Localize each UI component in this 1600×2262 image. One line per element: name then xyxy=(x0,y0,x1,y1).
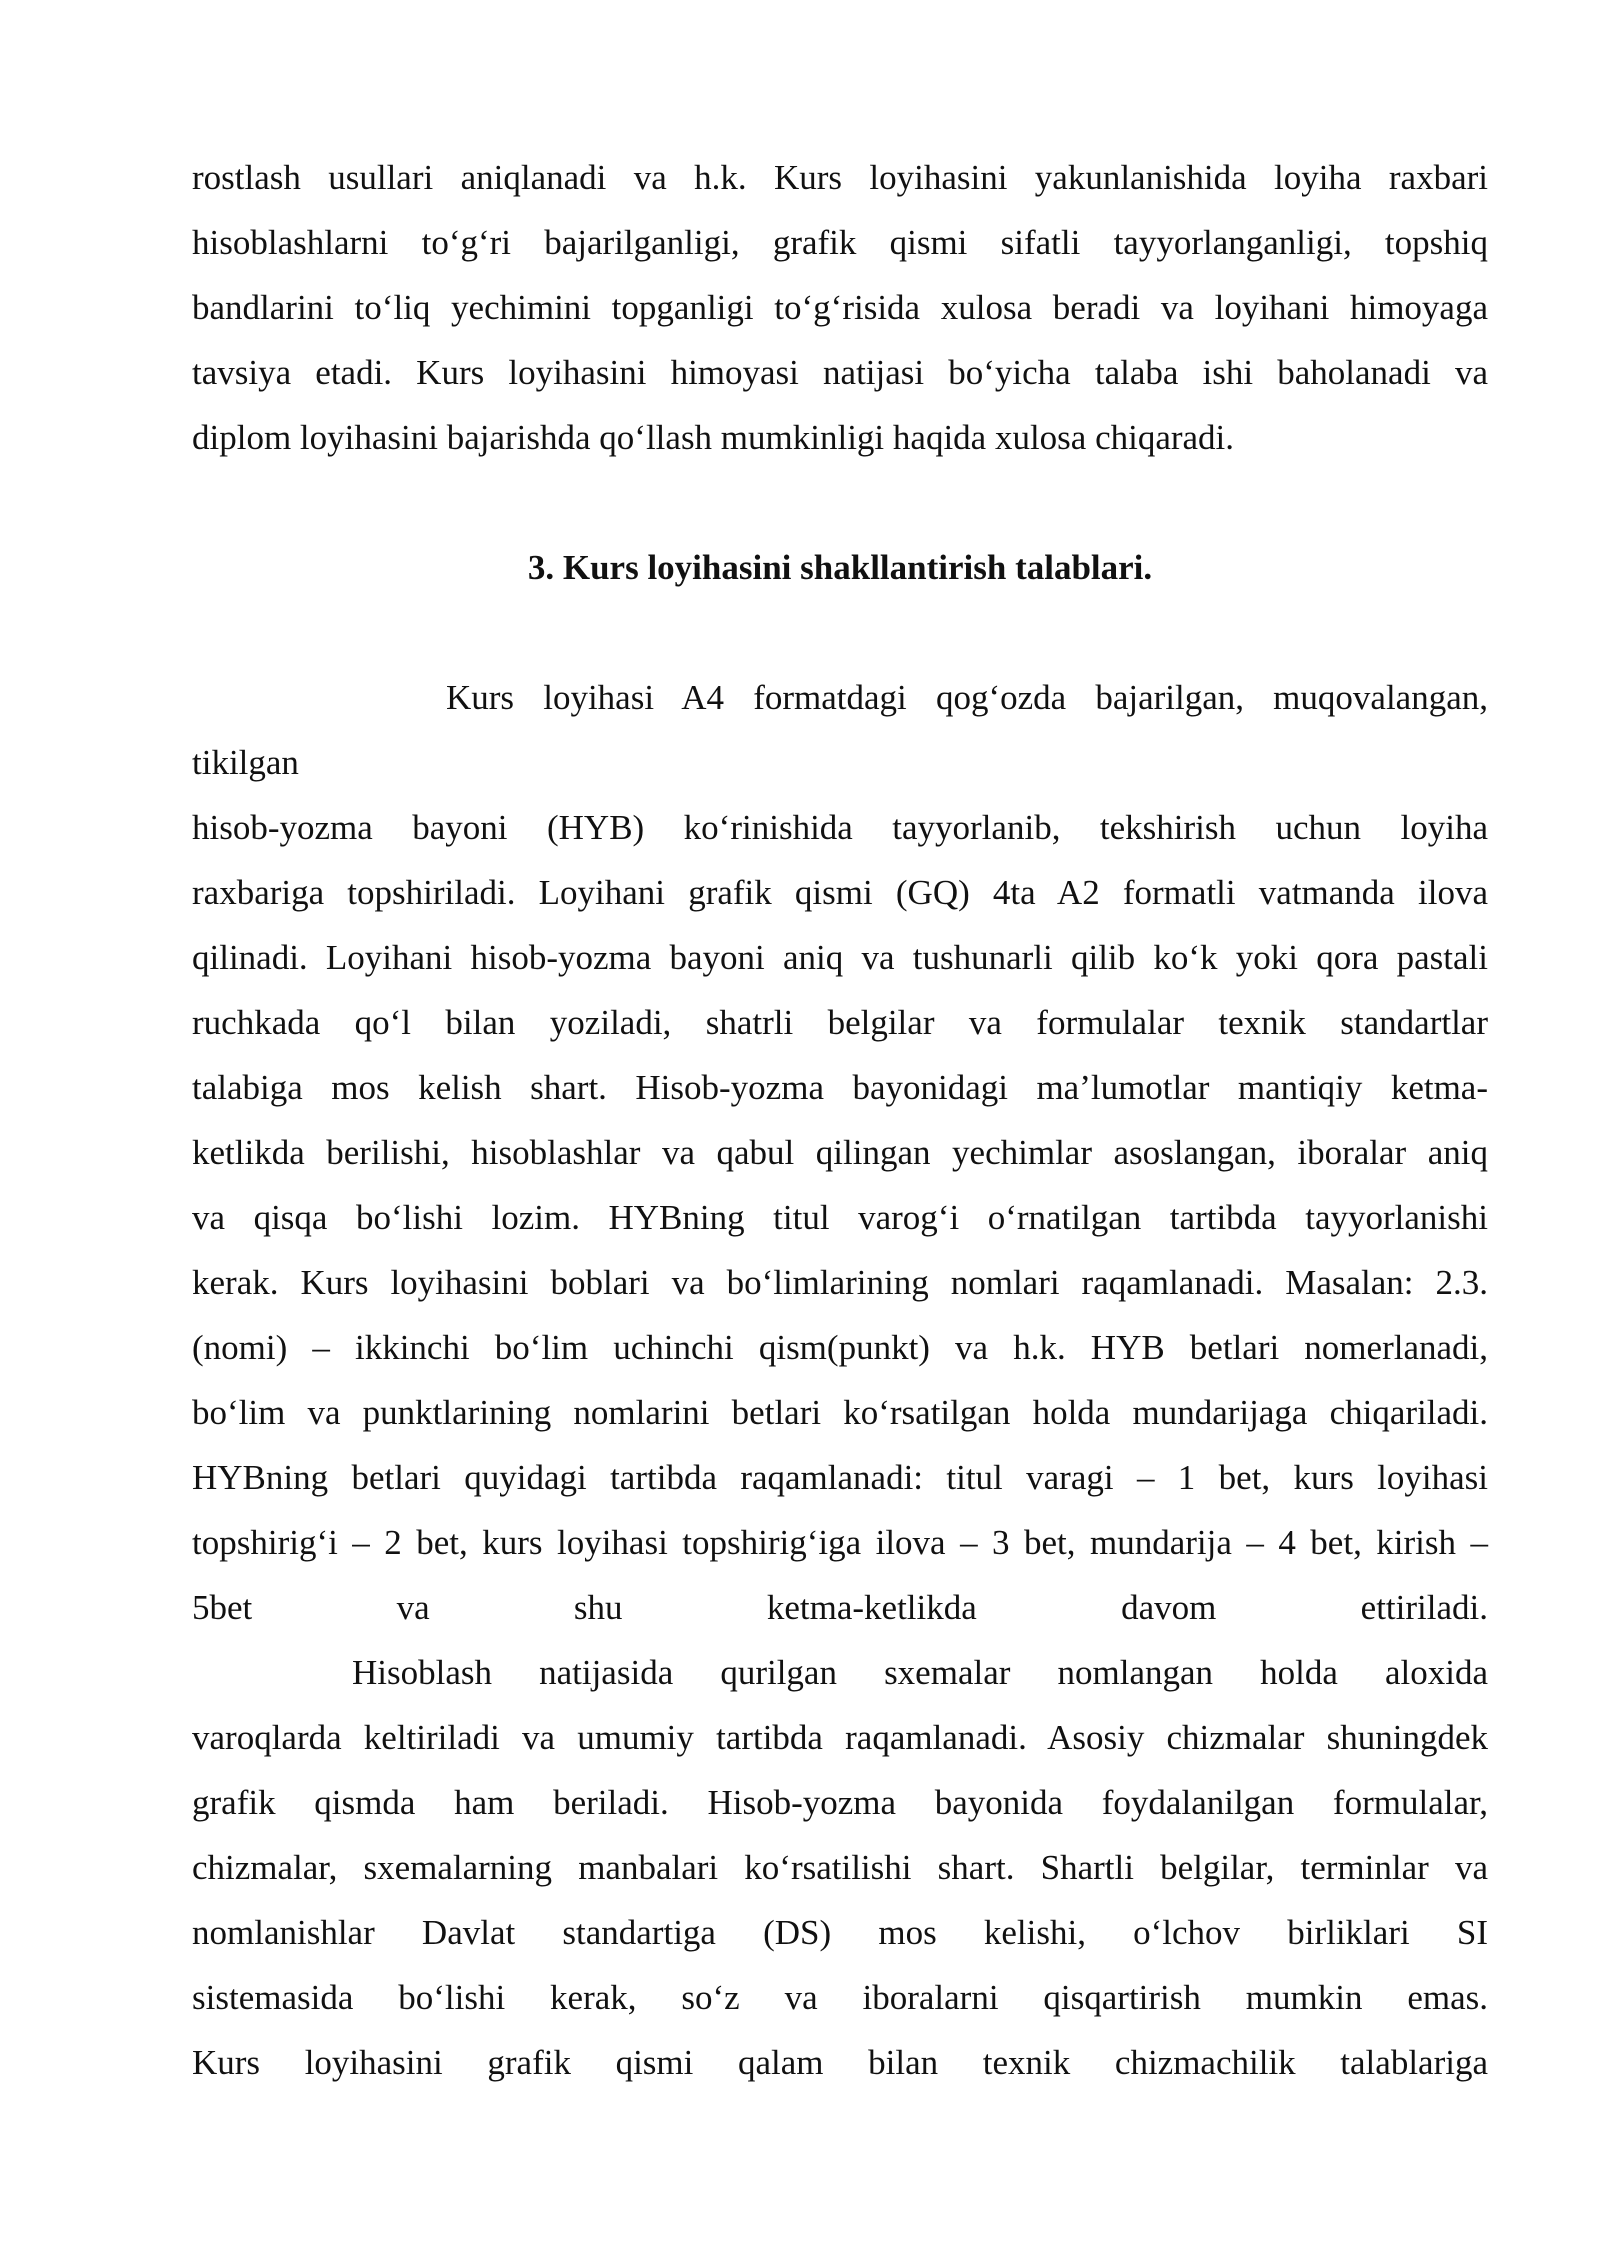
paragraph-1 xyxy=(192,145,1488,470)
text-line: HYBning betlari quyidagi tartibda raqamlanadi: titul varagi – 1 bet, kurs loyihasi xyxy=(192,1458,1488,1497)
text-line: Kurs loyihasi A4 formatdagi qog‘ozda bajarilgan, muqovalangan, xyxy=(446,678,1488,717)
text-line: sistemasida bo‘lishi kerak, so‘z va iboralarni qisqartirish mumkin emas. xyxy=(192,1978,1488,2017)
text-line: varoqlarda keltiriladi va umumiy tartibda raqamlanadi. Asosiy chizmalar shuningdek xyxy=(192,1718,1488,1757)
text-line: nomlanishlar Davlat standartiga (DS) mos kelishi, o‘lchov birliklari SI xyxy=(192,1913,1488,1952)
text-line: diplom loyihasini bajarishda qo‘llash mumkinligi haqida xulosa chiqaradi. xyxy=(192,418,1235,457)
text-line: chizmalar, sxemalarning manbalari ko‘rsatilishi shart. Shartli belgilar, terminlar va xyxy=(192,1848,1488,1887)
text-line: grafik qismda ham beriladi. Hisob-yozma bayonida foydalanilgan formulalar, xyxy=(192,1783,1488,1822)
text-line: raxbariga topshiriladi. Loyihani grafik qismi (GQ) 4ta A2 formatli vatmanda ilova xyxy=(192,873,1488,912)
text-line: Hisoblash natijasida qurilgan sxemalar nomlangan holda aloxida xyxy=(352,1653,1488,1692)
paragraph-2 xyxy=(192,665,1488,1640)
section-heading: 3. Kurs loyihasini shakllantirish talablari. xyxy=(527,548,1153,587)
spacer xyxy=(192,470,1488,535)
paragraph-3 xyxy=(192,1640,1488,2095)
text-line: Kurs loyihasini grafik qismi qalam bilan texnik chizmachilik talablariga xyxy=(192,2043,1488,2082)
spacer xyxy=(192,600,1488,665)
text-line: talabiga mos kelish shart. Hisob-yozma bayonidagi ma’lumotlar mantiqiy ketma- xyxy=(192,1068,1488,1107)
text-line: tavsiya etadi. Kurs loyihasini himoyasi natijasi bo‘yicha talaba ishi baholanadi va xyxy=(192,353,1488,392)
text-line: bo‘lim va punktlarining nomlarini betlari ko‘rsatilgan holda mundarijaga chiqariladi. xyxy=(192,1393,1488,1432)
text-line: rostlash usullari aniqlanadi va h.k. Kurs loyihasini yakunlanishida loyiha raxbari xyxy=(192,158,1488,197)
document-page xyxy=(192,145,1488,2095)
text-line: ruchkada qo‘l bilan yoziladi, shatrli belgilar va formulalar texnik standartlar xyxy=(192,1003,1488,1042)
text-line: ketlikda berilishi, hisoblashlar va qabul qilingan yechimlar asoslangan, iboralar aniq xyxy=(192,1133,1488,1172)
text-line: hisob-yozma bayoni (HYB) ko‘rinishida tayyorlanib, tekshirish uchun loyiha xyxy=(192,808,1488,847)
text-line: topshirig‘i – 2 bet, kurs loyihasi topshirig‘iga ilova – 3 bet, mundarija – 4 bet, kirish – xyxy=(192,1523,1488,1562)
text-line: hisoblashlarni to‘g‘ri bajarilganligi, grafik qismi sifatli tayyorlanganligi, topshiq xyxy=(192,223,1488,262)
text-line: kerak. Kurs loyihasini boblari va bo‘limlarining nomlari raqamlanadi. Masalan: 2.3. xyxy=(192,1263,1488,1302)
text-line: (nomi) – ikkinchi bo‘lim uchinchi qism(punkt) va h.k. HYB betlari nomerlanadi, xyxy=(192,1328,1488,1367)
text-line: va qisqa bo‘lishi lozim. HYBning titul varog‘i o‘rnatilgan tartibda tayyorlanishi xyxy=(192,1198,1488,1237)
text-line: 5bet va shu ketma-ketlikda davom ettiriladi. xyxy=(192,1588,1488,1627)
text-line: bandlarini to‘liq yechimini topganligi to‘g‘risida xulosa beradi va loyihani himoyaga xyxy=(192,288,1488,327)
text-line: qilinadi. Loyihani hisob-yozma bayoni aniq va tushunarli qilib ko‘k yoki qora pastali xyxy=(192,938,1488,977)
text-line: tikilgan xyxy=(192,743,299,782)
